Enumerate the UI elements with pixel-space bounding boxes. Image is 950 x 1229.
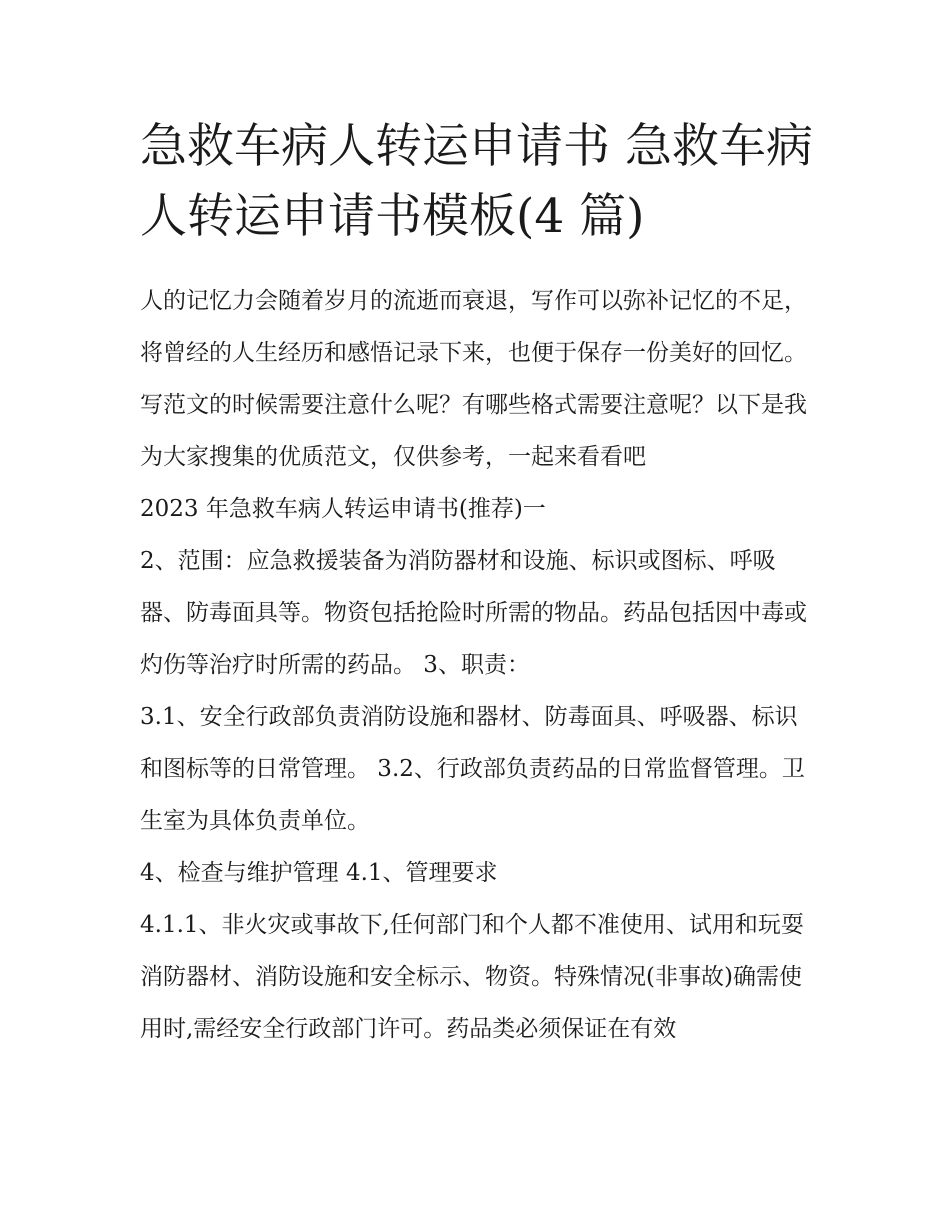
- scope-paragraph: 2、范围：应急救援装备为消防器材和设施、标识或图标、呼吸器、防毒面具等。物资包括抢险时所需的物品。药品包括因中毒或灼伤等治疗时所需的药品。 3、职责：: [140, 548, 807, 678]
- management-paragraph: 4.1.1、非火灾或事故下,任何部门和个人都不准使用、试用和玩耍消防器材、消防设施和安全标示、物资。特殊情况(非事故)确需使用时,需经安全行政部门许可。药品类必须保证在有效: [140, 912, 804, 1042]
- intro-paragraph: 人的记忆力会随着岁月的流逝而衰退，写作可以弥补记忆的不足，将曾经的人生经历和感悟记录下来，也便于保存一份美好的回忆。写范文的时候需要注意什么呢？有哪些格式需要注意呢？以下是我为大家搜集的优质范文，仅供参考，一起来看看吧: [140, 288, 807, 470]
- document-title: 急救车病人转运申请书 急救车病人转运申请书模板(4 篇): [140, 119, 813, 244]
- responsibility-paragraph: 3.1、安全行政部负责消防设施和器材、防毒面具、呼吸器、标识和图标等的日常管理。 3.2、行政部负责药品的日常监督管理。卫生室为具体负责单位。: [140, 704, 805, 834]
- document-body: [140, 275, 820, 1055]
- inspection-heading: 4、检查与维护管理 4.1、管理要求: [140, 860, 498, 886]
- section-heading: 2023 年急救车病人转运申请书(推荐)一: [140, 496, 546, 522]
